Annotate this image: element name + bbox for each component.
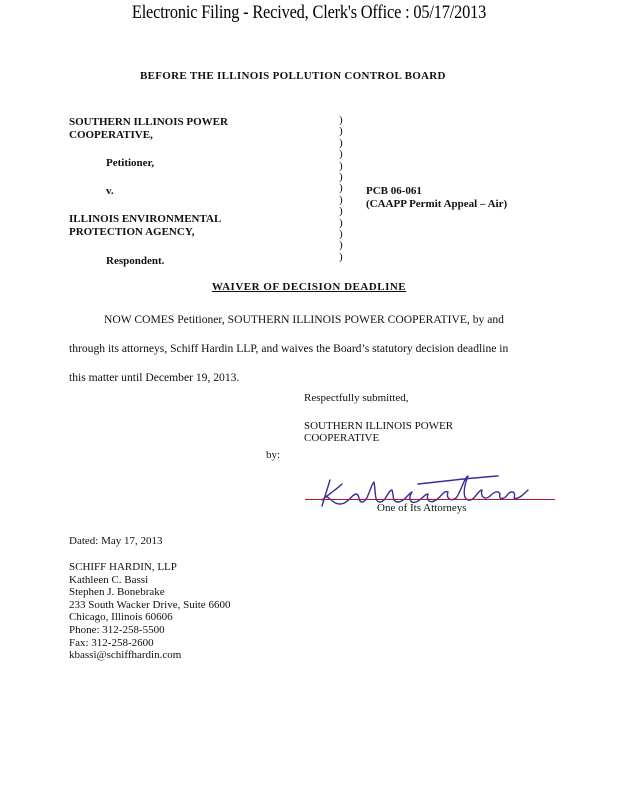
respondent-name-line1: ILLINOIS ENVIRONMENTAL — [69, 213, 222, 225]
address-line-1: 233 South Wacker Drive, Suite 6600 — [69, 598, 231, 611]
signing-org-line1: SOUTHERN ILLINOIS POWER — [304, 419, 454, 432]
body-line-1: NOW COMES Petitioner, SOUTHERN ILLINOIS POWER COOPERATIVE, by and — [104, 313, 504, 326]
firm-block — [69, 561, 230, 662]
attorney-2: Stephen J. Bonebrake — [69, 586, 165, 599]
case-caption-parties — [69, 116, 228, 141]
versus-label: v. — [106, 185, 114, 197]
case-number: PCB 06-061 — [366, 185, 422, 197]
petitioner-label: Petitioner, — [106, 157, 155, 169]
petitioner-name-line2: COOPERATIVE, — [69, 128, 153, 141]
petitioner-name-line1: SOUTHERN ILLINOIS POWER — [69, 116, 228, 128]
spacer — [304, 405, 453, 420]
respondent-name-line2: PROTECTION AGENCY, — [69, 225, 195, 238]
filing-stamp: Electronic Filing - Recived, Clerk's Office : 05/17/2013 — [131, 2, 487, 23]
case-info — [366, 185, 507, 210]
fax: Fax: 312-258-2600 — [69, 636, 154, 649]
closing: Respectfully submitted, — [304, 392, 409, 404]
signing-org-line2: COOPERATIVE — [304, 432, 380, 444]
dated-line: Dated: May 17, 2013 — [69, 535, 163, 547]
body-paragraph — [69, 305, 559, 392]
body-line-2: through its attorneys, Schiff Hardin LLP, and waives the Board’s statutory decision deadline in — [69, 342, 509, 355]
signature-line — [305, 499, 555, 500]
caption-paren-column: ) ) ) ) ) ) ) ) ) ) ) ) ) — [339, 114, 343, 263]
firm-name: SCHIFF HARDIN, LLP — [69, 561, 177, 573]
body-line-3: this matter until December 19, 2013. — [69, 371, 240, 384]
address-line-2: Chicago, Illinois 60606 — [69, 611, 173, 624]
respondent-label: Respondent. — [106, 255, 165, 267]
case-type: (CAAPP Permit Appeal – Air) — [366, 197, 508, 210]
document-title: WAIVER OF DECISION DEADLINE — [211, 281, 407, 293]
attorney-1: Kathleen C. Bassi — [69, 573, 149, 586]
phone: Phone: 312-258-5500 — [69, 623, 165, 636]
email: kbassi@schiffhardin.com — [69, 649, 182, 662]
signer-caption: One of Its Attorneys — [377, 502, 467, 514]
board-title: BEFORE THE ILLINOIS POLLUTION CONTROL BOARD — [140, 70, 446, 82]
by-label: by: — [266, 449, 281, 461]
respondent-block — [69, 213, 221, 238]
signature-block — [304, 392, 453, 445]
